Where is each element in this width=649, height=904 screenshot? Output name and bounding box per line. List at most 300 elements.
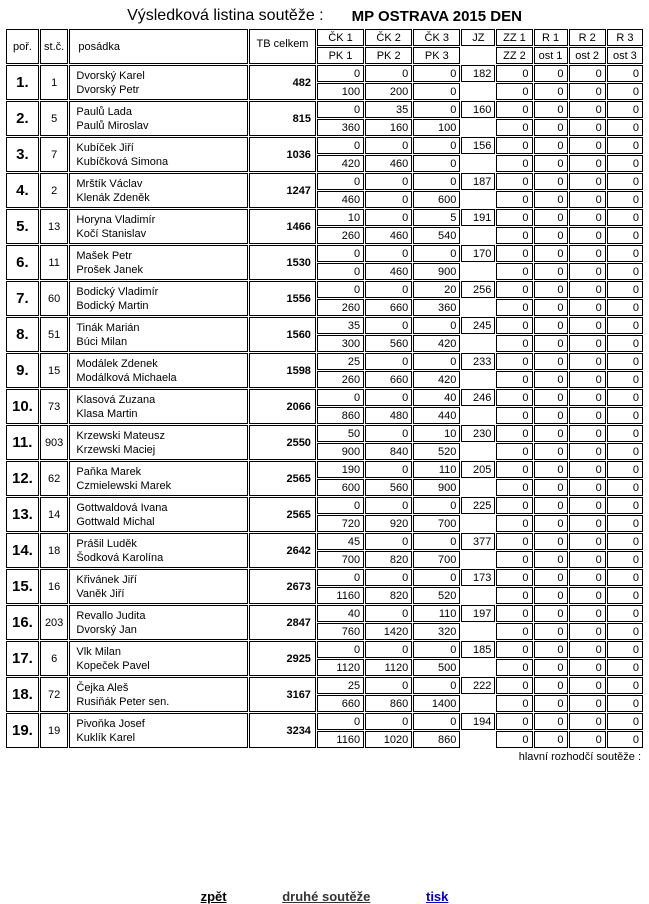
empty-cell	[461, 731, 495, 748]
ost1-cell: 0	[534, 335, 568, 352]
crew-member: Bodický Martin	[76, 299, 149, 312]
zz1-cell: 0	[496, 389, 532, 406]
crew-member: Pivoňka Josef	[76, 717, 145, 730]
tb-total-cell: 3234	[249, 713, 316, 748]
ost1-cell: 0	[534, 587, 568, 604]
ck1-cell: 50	[317, 425, 364, 442]
zz2-cell: 0	[496, 551, 532, 568]
ost1-cell: 0	[534, 299, 568, 316]
r2-cell: 0	[569, 209, 606, 226]
ost1-cell: 0	[534, 443, 568, 460]
pk3-cell: 520	[413, 443, 460, 460]
pk3-cell: 700	[413, 515, 460, 532]
r3-cell: 0	[607, 173, 643, 190]
crew-member: Gottwald Michal	[76, 515, 155, 528]
pk2-cell: 460	[365, 155, 412, 172]
pk1-cell: 300	[317, 335, 364, 352]
zz2-cell: 0	[496, 443, 532, 460]
ost2-cell: 0	[569, 191, 606, 208]
ck2-cell: 0	[365, 425, 412, 442]
header-ost3: ost 3	[607, 47, 643, 64]
crew-member: Klasová Zuzana	[76, 393, 156, 406]
start-no-cell: 203	[40, 605, 69, 640]
ck1-cell: 0	[317, 641, 364, 658]
ck2-cell: 0	[365, 281, 412, 298]
tb-total-cell: 1530	[249, 245, 316, 280]
rank-cell: 9.	[6, 353, 39, 388]
r3-cell: 0	[607, 713, 643, 730]
empty-cell	[461, 263, 495, 280]
r1-cell: 0	[534, 713, 568, 730]
zz1-cell: 0	[496, 677, 532, 694]
ost2-cell: 0	[569, 695, 606, 712]
ck3-cell: 20	[413, 281, 460, 298]
zz1-cell: 0	[496, 353, 532, 370]
ost2-cell: 0	[569, 371, 606, 388]
start-no-cell: 15	[40, 353, 69, 388]
zz2-cell: 0	[496, 119, 532, 136]
r3-cell: 0	[607, 101, 643, 118]
ost3-cell: 0	[607, 587, 643, 604]
start-no-cell: 14	[40, 497, 69, 532]
crew-member: Kočí Stanislav	[76, 227, 147, 240]
start-no-cell: 16	[40, 569, 69, 604]
second-competition-link[interactable]: druhé soutěže	[282, 889, 371, 904]
zz2-cell: 0	[496, 587, 532, 604]
header-ost1: ost 1	[534, 47, 568, 64]
rank-cell: 17.	[6, 641, 39, 676]
rank-cell: 1.	[6, 65, 39, 100]
empty-cell	[461, 551, 495, 568]
ost2-cell: 0	[569, 659, 606, 676]
zz1-cell: 0	[496, 425, 532, 442]
rank-cell: 18.	[6, 677, 39, 712]
zz1-cell: 0	[496, 569, 532, 586]
crew-member: Klasa Martin	[76, 407, 138, 420]
pk3-cell: 520	[413, 587, 460, 604]
pk2-cell: 860	[365, 695, 412, 712]
crew-cell	[69, 389, 248, 424]
tb-total-cell: 3167	[249, 677, 316, 712]
crew-member: Kopeček Pavel	[76, 659, 150, 672]
crew-member: Búci Milan	[76, 335, 128, 348]
pk1-cell: 260	[317, 371, 364, 388]
r2-cell: 0	[569, 497, 606, 514]
ck1-cell: 0	[317, 389, 364, 406]
table-row	[6, 245, 643, 262]
pk2-cell: 1020	[365, 731, 412, 748]
zz1-cell: 0	[496, 65, 532, 82]
r2-cell: 0	[569, 677, 606, 694]
zz1-cell: 0	[496, 605, 532, 622]
empty-cell	[461, 479, 495, 496]
ost1-cell: 0	[534, 407, 568, 424]
start-no-cell: 60	[40, 281, 69, 316]
r2-cell: 0	[569, 281, 606, 298]
tb-total-cell: 1598	[249, 353, 316, 388]
header-ost2: ost 2	[569, 47, 606, 64]
crew-member: Křivánek Jiří	[76, 573, 137, 586]
pk1-cell: 860	[317, 407, 364, 424]
header-pk1: PK 1	[317, 47, 364, 64]
chief-judge-label: hlavní rozhodčí soutěže :	[518, 751, 641, 763]
empty-cell	[461, 695, 495, 712]
jz-cell: 194	[461, 713, 495, 730]
pk1-cell: 760	[317, 623, 364, 640]
header-rank: poř.	[6, 29, 39, 64]
r2-cell: 0	[569, 605, 606, 622]
zz2-cell: 0	[496, 83, 532, 100]
crew-cell	[69, 461, 248, 496]
ost3-cell: 0	[607, 479, 643, 496]
start-no-cell: 62	[40, 461, 69, 496]
crew-member: Modálek Zdenek	[76, 357, 158, 370]
ck1-cell: 10	[317, 209, 364, 226]
pk1-cell: 1120	[317, 659, 364, 676]
ck1-cell: 0	[317, 245, 364, 262]
jz-cell: 377	[461, 533, 495, 550]
ck3-cell: 10	[413, 425, 460, 442]
tb-total-cell: 2847	[249, 605, 316, 640]
crew-cell	[69, 65, 248, 100]
crew-cell	[69, 317, 248, 352]
r2-cell: 0	[569, 713, 606, 730]
r1-cell: 0	[534, 173, 568, 190]
pk2-cell: 840	[365, 443, 412, 460]
ck1-cell: 45	[317, 533, 364, 550]
pk2-cell: 460	[365, 263, 412, 280]
pk3-cell: 540	[413, 227, 460, 244]
table-row	[6, 137, 643, 154]
start-no-cell: 11	[40, 245, 69, 280]
crew-member: Dvorský Petr	[76, 83, 140, 96]
zz1-cell: 0	[496, 209, 532, 226]
jz-cell: 233	[461, 353, 495, 370]
empty-cell	[461, 371, 495, 388]
r2-cell: 0	[569, 137, 606, 154]
ost3-cell: 0	[607, 155, 643, 172]
jz-cell: 185	[461, 641, 495, 658]
jz-cell: 187	[461, 173, 495, 190]
pk1-cell: 600	[317, 479, 364, 496]
pk3-cell: 440	[413, 407, 460, 424]
r3-cell: 0	[607, 281, 643, 298]
table-row	[6, 281, 643, 298]
rank-cell: 3.	[6, 137, 39, 172]
pk2-cell: 560	[365, 479, 412, 496]
crew-member: Čejka Aleš	[76, 681, 129, 694]
ost3-cell: 0	[607, 263, 643, 280]
pk3-cell: 0	[413, 155, 460, 172]
table-row	[6, 641, 643, 658]
r1-cell: 0	[534, 65, 568, 82]
r1-cell: 0	[534, 353, 568, 370]
start-no-cell: 19	[40, 713, 69, 748]
pk2-cell: 920	[365, 515, 412, 532]
ck3-cell: 0	[413, 677, 460, 694]
r2-cell: 0	[569, 101, 606, 118]
header-ck2: ČK 2	[365, 29, 412, 46]
r3-cell: 0	[607, 389, 643, 406]
jz-cell: 156	[461, 137, 495, 154]
table-row	[6, 605, 643, 622]
ck2-cell: 0	[365, 209, 412, 226]
crew-member: Kuklík Karel	[76, 731, 136, 744]
empty-cell	[461, 587, 495, 604]
jz-cell: 230	[461, 425, 495, 442]
ost2-cell: 0	[569, 443, 606, 460]
ost3-cell: 0	[607, 407, 643, 424]
crew-member: Prošek Janek	[76, 263, 144, 276]
zz1-cell: 0	[496, 137, 532, 154]
r3-cell: 0	[607, 533, 643, 550]
ost2-cell: 0	[569, 407, 606, 424]
r1-cell: 0	[534, 641, 568, 658]
zz1-cell: 0	[496, 497, 532, 514]
table-row	[6, 425, 643, 442]
zz1-cell: 0	[496, 713, 532, 730]
ck1-cell: 35	[317, 317, 364, 334]
ost2-cell: 0	[569, 551, 606, 568]
pk1-cell: 720	[317, 515, 364, 532]
crew-cell	[69, 281, 248, 316]
r1-cell: 0	[534, 533, 568, 550]
pk2-cell: 1120	[365, 659, 412, 676]
ck3-cell: 0	[413, 713, 460, 730]
crew-member: Vlk Milan	[76, 645, 121, 658]
ck1-cell: 25	[317, 677, 364, 694]
ost3-cell: 0	[607, 119, 643, 136]
ost1-cell: 0	[534, 551, 568, 568]
ost3-cell: 0	[607, 659, 643, 676]
zz2-cell: 0	[496, 191, 532, 208]
r3-cell: 0	[607, 317, 643, 334]
crew-cell	[69, 533, 248, 568]
pk3-cell: 0	[413, 83, 460, 100]
tb-total-cell: 2565	[249, 461, 316, 496]
zz1-cell: 0	[496, 461, 532, 478]
judge-spacer	[6, 749, 495, 765]
tb-total-cell: 1466	[249, 209, 316, 244]
ck3-cell: 0	[413, 65, 460, 82]
r2-cell: 0	[569, 389, 606, 406]
table-row	[6, 677, 643, 694]
ck3-cell: 0	[413, 497, 460, 514]
empty-cell	[461, 515, 495, 532]
start-no-cell: 72	[40, 677, 69, 712]
tb-total-cell: 2550	[249, 425, 316, 460]
crew-cell	[69, 137, 248, 172]
pk1-cell: 660	[317, 695, 364, 712]
zz1-cell: 0	[496, 533, 532, 550]
ck2-cell: 0	[365, 533, 412, 550]
ost1-cell: 0	[534, 515, 568, 532]
empty-cell	[461, 659, 495, 676]
ck2-cell: 0	[365, 317, 412, 334]
ost2-cell: 0	[569, 83, 606, 100]
crew-member: Gottwaldová Ivana	[76, 501, 168, 514]
header-r3: R 3	[607, 29, 643, 46]
ck3-cell: 110	[413, 461, 460, 478]
r2-cell: 0	[569, 353, 606, 370]
ck3-cell: 0	[413, 317, 460, 334]
crew-member: Mašek Petr	[76, 249, 133, 262]
ck2-cell: 0	[365, 713, 412, 730]
header-row-top	[6, 29, 643, 46]
ck1-cell: 25	[317, 353, 364, 370]
ck3-cell: 0	[413, 641, 460, 658]
ost3-cell: 0	[607, 551, 643, 568]
ost3-cell: 0	[607, 227, 643, 244]
pk1-cell: 100	[317, 83, 364, 100]
ost3-cell: 0	[607, 731, 643, 748]
rank-cell: 16.	[6, 605, 39, 640]
jz-cell: 205	[461, 461, 495, 478]
r1-cell: 0	[534, 569, 568, 586]
pk1-cell: 260	[317, 299, 364, 316]
ck1-cell: 40	[317, 605, 364, 622]
zz2-cell: 0	[496, 371, 532, 388]
print-link[interactable]: tisk	[425, 889, 449, 904]
header-r1: R 1	[534, 29, 568, 46]
ost1-cell: 0	[534, 263, 568, 280]
rank-cell: 7.	[6, 281, 39, 316]
crew-member: Modálková Michaela	[76, 371, 177, 384]
zz2-cell: 0	[496, 335, 532, 352]
r1-cell: 0	[534, 317, 568, 334]
crew-cell	[69, 605, 248, 640]
ck3-cell: 0	[413, 533, 460, 550]
jz-cell: 160	[461, 101, 495, 118]
pk3-cell: 320	[413, 623, 460, 640]
jz-cell: 173	[461, 569, 495, 586]
r3-cell: 0	[607, 353, 643, 370]
ost3-cell: 0	[607, 335, 643, 352]
rank-cell: 13.	[6, 497, 39, 532]
r3-cell: 0	[607, 65, 643, 82]
zz1-cell: 0	[496, 245, 532, 262]
ck3-cell: 0	[413, 245, 460, 262]
ost3-cell: 0	[607, 299, 643, 316]
crew-cell	[69, 497, 248, 532]
rank-cell: 19.	[6, 713, 39, 748]
r1-cell: 0	[534, 461, 568, 478]
header-jz: JZ	[461, 29, 495, 46]
ost2-cell: 0	[569, 335, 606, 352]
pk2-cell: 820	[365, 551, 412, 568]
empty-cell	[461, 83, 495, 100]
ck2-cell: 0	[365, 641, 412, 658]
table-row	[6, 65, 643, 82]
ck3-cell: 0	[413, 137, 460, 154]
crew-cell	[69, 353, 248, 388]
rank-cell: 12.	[6, 461, 39, 496]
r3-cell: 0	[607, 677, 643, 694]
crew-cell	[69, 173, 248, 208]
jz-cell: 225	[461, 497, 495, 514]
ck1-cell: 0	[317, 65, 364, 82]
ost1-cell: 0	[534, 623, 568, 640]
ck2-cell: 0	[365, 173, 412, 190]
ost1-cell: 0	[534, 479, 568, 496]
pk1-cell: 260	[317, 227, 364, 244]
r2-cell: 0	[569, 317, 606, 334]
ck2-cell: 0	[365, 389, 412, 406]
pk3-cell: 860	[413, 731, 460, 748]
ck1-cell: 0	[317, 173, 364, 190]
ck2-cell: 0	[365, 569, 412, 586]
crew-member: Mrštík Václav	[76, 177, 143, 190]
ck1-cell: 0	[317, 101, 364, 118]
zz2-cell: 0	[496, 479, 532, 496]
pk1-cell: 1160	[317, 587, 364, 604]
r1-cell: 0	[534, 245, 568, 262]
jz-cell: 246	[461, 389, 495, 406]
ost1-cell: 0	[534, 695, 568, 712]
pk1-cell: 460	[317, 191, 364, 208]
ost3-cell: 0	[607, 695, 643, 712]
pk2-cell: 820	[365, 587, 412, 604]
r3-cell: 0	[607, 497, 643, 514]
table-row	[6, 461, 643, 478]
crew-member: Vaněk Jiří	[76, 587, 125, 600]
zz2-cell: 0	[496, 227, 532, 244]
crew-member: Tinák Marián	[76, 321, 140, 334]
ck2-cell: 0	[365, 605, 412, 622]
crew-member: Dvorský Karel	[76, 69, 145, 82]
r2-cell: 0	[569, 461, 606, 478]
empty-cell	[461, 335, 495, 352]
crew-member: Paulů Miroslav	[76, 119, 149, 132]
zz2-cell: 0	[496, 299, 532, 316]
zz2-cell: 0	[496, 623, 532, 640]
tb-total-cell: 2673	[249, 569, 316, 604]
table-row	[6, 209, 643, 226]
ost1-cell: 0	[534, 119, 568, 136]
crew-member: Paulů Lada	[76, 105, 133, 118]
r1-cell: 0	[534, 137, 568, 154]
r1-cell: 0	[534, 209, 568, 226]
ost2-cell: 0	[569, 731, 606, 748]
ck3-cell: 40	[413, 389, 460, 406]
r3-cell: 0	[607, 425, 643, 442]
ck1-cell: 0	[317, 713, 364, 730]
page-title-label: Výsledková listina soutěže :	[127, 7, 324, 24]
ost2-cell: 0	[569, 479, 606, 496]
r3-cell: 0	[607, 245, 643, 262]
ost3-cell: 0	[607, 443, 643, 460]
back-link[interactable]: zpět	[200, 889, 227, 904]
crew-member: Šodková Karolína	[76, 551, 164, 564]
table-row	[6, 713, 643, 730]
pk2-cell: 660	[365, 371, 412, 388]
crew-member: Kubíček Jiří	[76, 141, 134, 154]
pk1-cell: 420	[317, 155, 364, 172]
header-start-no: st.č.	[40, 29, 69, 64]
zz2-cell: 0	[496, 515, 532, 532]
zz2-cell: 0	[496, 731, 532, 748]
empty-cell	[461, 407, 495, 424]
ck2-cell: 0	[365, 137, 412, 154]
footer-nav	[0, 889, 649, 904]
crew-cell	[69, 569, 248, 604]
pk2-cell: 1420	[365, 623, 412, 640]
results-page	[5, 4, 644, 766]
start-no-cell: 5	[40, 101, 69, 136]
start-no-cell: 2	[40, 173, 69, 208]
ost2-cell: 0	[569, 299, 606, 316]
zz1-cell: 0	[496, 173, 532, 190]
